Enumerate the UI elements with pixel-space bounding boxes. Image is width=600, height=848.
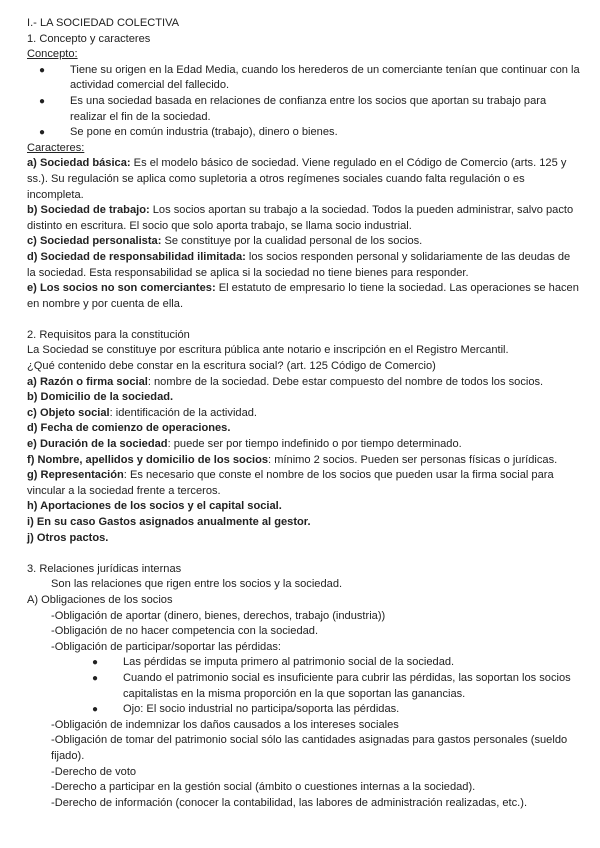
requisito-item: e) Duración de la sociedad: puede ser por tiempo indefinido o por tiempo determinado.: [27, 438, 462, 451]
caracteres-label: Caracteres:: [27, 141, 85, 154]
derecho-item: -Derecho de voto: [51, 765, 137, 778]
requisito-item: g) Representación: Es necesario que conste el nombre de los socios que pueden usar la firma social para vincular a la sociedad frente a terceros.: [27, 469, 554, 497]
obligacion-item: -Obligación de participar/soportar las pérdidas:: [51, 640, 282, 653]
derecho-item: -Derecho de información (conocer la contabilidad, las labores de administración realizadas, etc.).: [51, 796, 528, 809]
caracter-item: d) Sociedad de responsabilidad ilimitada: los socios responden personal y solidariamente de las deudas de la sociedad. Esta responsabilidad se aplica si la sociedad no tiene bienes para responder.: [27, 250, 571, 279]
requisito-item: j) Otros pactos.: [27, 531, 109, 544]
caracter-item: c) Sociedad personalista: Se constituye por la cualidad personal de los socios.: [27, 235, 423, 248]
caracter-item: b) Sociedad de trabajo: Los socios aportan su trabajo a la sociedad. Todos la pueden administrar, salvo pacto distinto en escritura. El socio que solo aporta trabajo, se llama socio industrial.: [27, 204, 574, 232]
list-item: ● Ojo: El socio industrial no participa/soporta las pérdidas.: [27, 702, 580, 718]
requisitos-intro: La Sociedad se constituye por escritura pública ante notario e inscripción en el Registro Mercantil.: [27, 344, 509, 357]
list-item: ● Tiene su origen en la Edad Media, cuando los herederos de un comerciante tenían que continuar con la actividad comercial del fallecido.: [39, 63, 580, 92]
list-item: ● Es una sociedad basada en relaciones de confianza entre los socios que aportan su trabajo para realizar el fin de la sociedad.: [39, 94, 547, 123]
section-heading-concepto: 1. Concepto y caracteres: [27, 32, 151, 45]
requisito-item: a) Razón o firma social: nombre de la sociedad. Debe estar compuesto del nombre de todos los socios.: [27, 375, 544, 388]
section-heading-requisitos: 2. Requisitos para la constitución: [27, 328, 190, 341]
spacer: [27, 312, 580, 328]
bullet-icon: ●: [92, 704, 99, 716]
requisito-item: h) Aportaciones de los socios y el capital social.: [27, 500, 282, 513]
obligacion-item: -Obligación de tomar del patrimonio social sólo las cantidades asignadas para gastos personales (sueldo fijado).: [51, 734, 568, 762]
caracter-item: a) Sociedad básica: Es el modelo básico de sociedad. Viene regulado en el Código de Comercio (arts. 125 y ss.). Su regulación se aplica como supletoria a otros regímenes sociales cuando falta regulación o es incompleta.: [27, 157, 567, 201]
spacer: [27, 546, 580, 562]
obligacion-item: -Obligación de indemnizar los daños causados a los intereses sociales: [51, 718, 399, 731]
document-title: I.- LA SOCIEDAD COLECTIVA: [27, 17, 180, 29]
bullet-icon: ●: [39, 127, 46, 139]
list-item: ● Las pérdidas se imputa primero al patrimonio social de la sociedad.: [27, 655, 580, 671]
requisito-item: f) Nombre, apellidos y domicilio de los socios: mínimo 2 socios. Pueden ser personas físicas o jurídicas.: [27, 453, 558, 466]
concepto-label: Concepto:: [27, 48, 78, 61]
obligacion-item: -Obligación de aportar (dinero, bienes, derechos, trabajo (industria)): [51, 609, 386, 622]
list-item: ● Se pone en común industria (trabajo), dinero o bienes.: [27, 125, 580, 141]
requisito-item: c) Objeto social: identificación de la actividad.: [27, 406, 257, 419]
list-item: ● Cuando el patrimonio social es insuficiente para cubrir las pérdidas, las soportan los socios capitalistas en la misma proporción en la que soportan las ganancias.: [92, 671, 571, 700]
perdidas-list: [27, 655, 580, 717]
section-heading-relaciones: 3. Relaciones jurídicas internas: [27, 562, 182, 575]
relaciones-intro: Son las relaciones que rigen entre los socios y la sociedad.: [51, 578, 343, 591]
derecho-item: -Derecho a participar en la gestión social (ámbito o cuestiones internas a la sociedad).: [51, 781, 476, 794]
requisitos-question: ¿Qué contenido debe constar en la escritura social? (art. 125 Código de Comercio): [27, 360, 436, 373]
caracter-item: e) Los socios no son comerciantes: El estatuto de empresario lo tiene la sociedad. Las operaciones se hacen en nombre y por cuenta de ella.: [27, 282, 579, 310]
bullet-icon: ●: [92, 657, 99, 669]
bullet-icon: ●: [92, 672, 99, 684]
obligacion-item: -Obligación de no hacer competencia con la sociedad.: [51, 625, 319, 638]
requisito-item: b) Domicilio de la sociedad.: [27, 391, 174, 404]
requisito-item: d) Fecha de comienzo de operaciones.: [27, 422, 231, 435]
bullet-icon: ●: [39, 95, 46, 107]
obligaciones-heading: A) Obligaciones de los socios: [27, 593, 173, 606]
concepto-list: [27, 63, 580, 141]
bullet-icon: ●: [39, 64, 46, 76]
requisito-item: i) En su caso Gastos asignados anualmente al gestor.: [27, 516, 311, 528]
